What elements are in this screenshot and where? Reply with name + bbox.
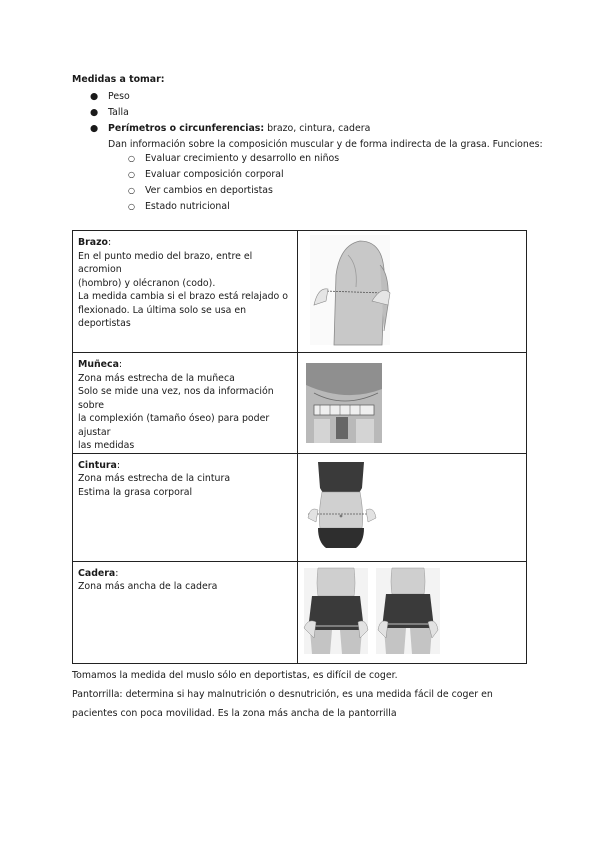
perimeters-description: Dan información sobre la composición muscular y de forma indirecta de la grasa. Funciones: (108, 139, 543, 150)
list-item-perimetros-text: brazo, cintura, cadera (264, 123, 371, 134)
section-heading: Medidas a tomar: (72, 74, 165, 85)
circle-bullet-icon: ○ (128, 186, 135, 195)
table-row (73, 453, 527, 561)
brazo-image-cell (298, 231, 527, 353)
list-item-perimetros-label: Perímetros o circunferencias: (108, 123, 265, 134)
list-item: ○ Evaluar composición corporal (128, 167, 339, 183)
cadera-cell: Cadera: Zona más ancha de la cadera (73, 561, 298, 663)
list-item (90, 105, 370, 121)
table-row (73, 561, 527, 663)
wrist-measurement-photo (298, 353, 526, 449)
list-item-talla: Talla (108, 107, 129, 118)
hip-measurement-photo (298, 562, 526, 660)
pantorrilla-note: Pantorrilla: determina si hay malnutrición o desnutrición, es una medida fácil de coger en pacientes con poca movilidad. Es la zona más ancha de la pantorrilla (72, 689, 493, 719)
circle-bullet-icon: ○ (128, 202, 135, 211)
arm-measurement-photo (298, 231, 526, 349)
list-item: ○ Estado nutricional (128, 199, 339, 215)
functions-list (128, 151, 339, 215)
muneca-image-cell (298, 353, 527, 454)
brazo-cell: Brazo: En el punto medio del brazo, entre el acromion (hombro) y olécranon (codo). La medida cambia si el brazo está relajado o flexionado. La última solo se usa en deportistas (73, 231, 298, 353)
bullet-icon: ● (90, 91, 99, 102)
table-row (73, 353, 527, 454)
circle-bullet-icon: ○ (128, 154, 135, 163)
muneca-cell: Muñeca: Zona más estrecha de la muñeca Solo se mide una vez, nos da información sobre la complexión (tamaño óseo) para poder ajustar las medidas (73, 353, 298, 454)
waist-measurement-photo (298, 454, 526, 558)
list-item (90, 121, 370, 137)
measurements-list (90, 89, 370, 137)
footer-notes (72, 666, 532, 723)
muslo-note: Tomamos la medida del muslo sólo en deportistas, es difícil de coger. (72, 670, 398, 681)
bullet-icon: ● (90, 107, 99, 118)
circle-bullet-icon: ○ (128, 170, 135, 179)
bullet-icon: ● (90, 123, 99, 134)
list-item: ○ Evaluar crecimiento y desarrollo en niños (128, 151, 339, 167)
cadera-image-cell (298, 561, 527, 663)
list-item: ○ Ver cambios en deportistas (128, 183, 339, 199)
cintura-cell: Cintura: Zona más estrecha de la cintura Estima la grasa corporal (73, 453, 298, 561)
table-row (73, 231, 527, 353)
list-item (90, 89, 370, 105)
measurements-table (72, 230, 527, 664)
list-item-peso: Peso (108, 91, 130, 102)
cintura-image-cell (298, 453, 527, 561)
